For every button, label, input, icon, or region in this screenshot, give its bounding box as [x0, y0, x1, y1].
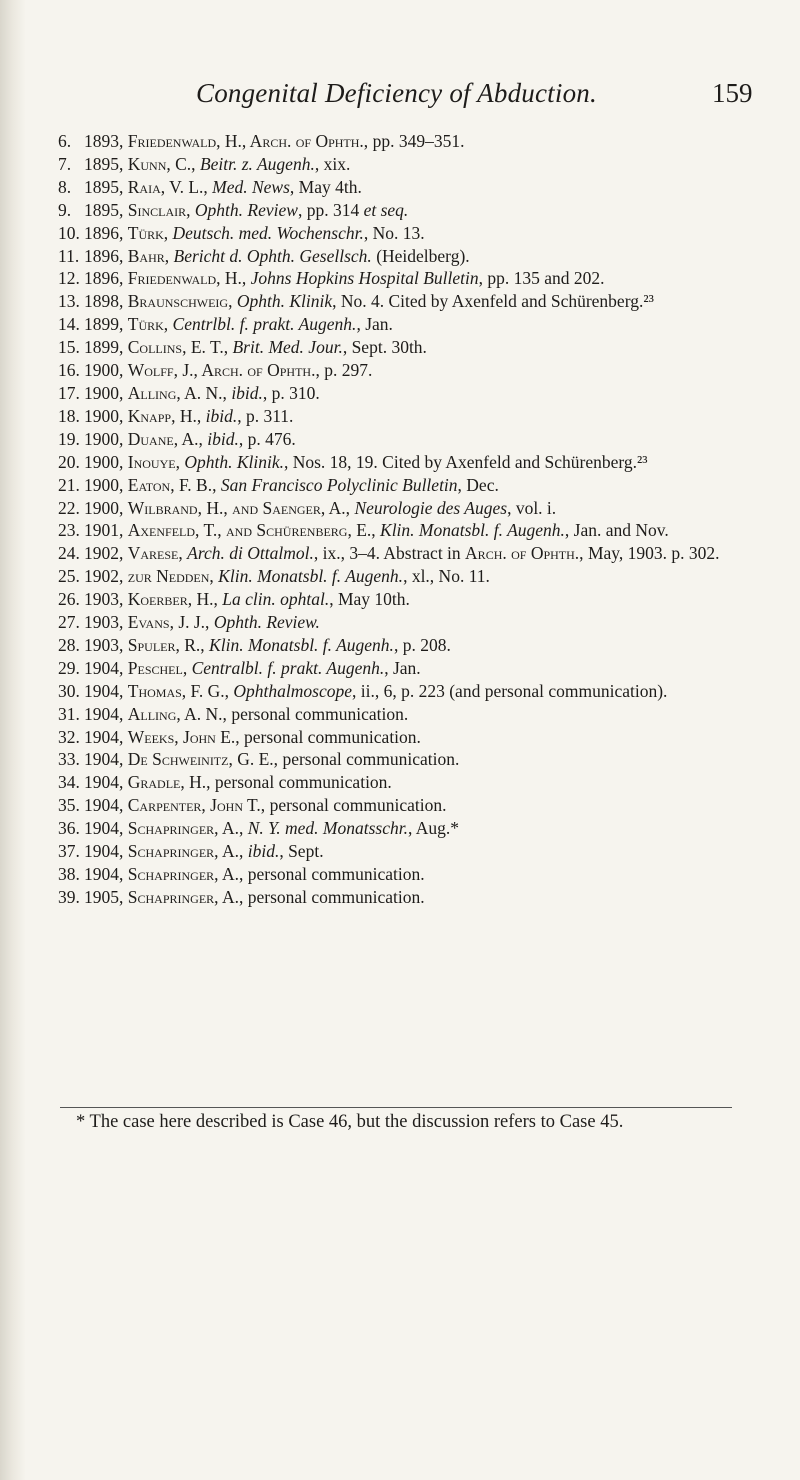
- reference-entry: [58, 611, 748, 634]
- reference-text: Alling, A. N.,: [127, 382, 227, 403]
- reference-entry: [58, 290, 748, 313]
- reference-entry: [58, 519, 748, 542]
- reference-entry: [58, 771, 748, 794]
- reference-text: , pp. 135 and 202.: [478, 268, 605, 289]
- reference-number: 15.: [58, 337, 80, 358]
- reference-entry: [58, 451, 748, 474]
- reference-number: 26.: [58, 589, 80, 610]
- reference-text: 1901,: [84, 520, 128, 541]
- reference-number: 21.: [58, 474, 80, 495]
- reference-text: Centrlbl. f. prakt. Augenh.: [172, 314, 357, 335]
- reference-text: , xl., No. 11.: [403, 566, 490, 587]
- reference-text: Gradle, H.,: [127, 772, 211, 793]
- reference-text: , p. 310.: [262, 382, 320, 403]
- reference-entry: [58, 474, 748, 497]
- reference-text: Beitr. z. Augenh.: [199, 153, 315, 174]
- reference-text: Türk,: [127, 314, 169, 335]
- reference-entry: [58, 588, 748, 611]
- reference-number: 23.: [58, 520, 80, 541]
- reference-entry: [58, 817, 748, 840]
- reference-text: , ix., 3–4. Abstract in: [313, 543, 466, 564]
- reference-text: Klin. Monatsbl. f. Augenh.: [218, 566, 404, 587]
- reference-text: 1904,: [84, 772, 128, 793]
- reference-text: 1904,: [84, 864, 128, 884]
- reference-number: 19.: [58, 428, 80, 449]
- reference-text: , pp. 314: [297, 199, 364, 220]
- reference-text: personal communication.: [243, 886, 425, 907]
- reference-text: zur Nedden,: [127, 566, 214, 587]
- reference-text: Thomas, F. G.,: [127, 680, 230, 701]
- reference-number: 34.: [58, 772, 80, 793]
- reference-text: Schapringer, A.,: [127, 841, 244, 862]
- reference-entry: [58, 680, 748, 703]
- reference-text: Schapringer, A.,: [127, 886, 244, 907]
- reference-text: Schapringer, A.,: [127, 818, 244, 839]
- reference-text: Collins, E. T.,: [127, 337, 229, 358]
- reference-text: personal communication.: [239, 726, 421, 747]
- reference-entry: [58, 176, 748, 199]
- footnote-rule: [60, 1107, 732, 1108]
- reference-entry: [58, 726, 748, 749]
- reference-text: Koerber, H.,: [127, 589, 218, 610]
- reference-text: Klin. Monatsbl. f. Augenh.: [380, 520, 565, 541]
- reference-text: 1902,: [84, 543, 128, 564]
- reference-number: 28.: [58, 634, 80, 655]
- reference-entry: [58, 336, 748, 359]
- reference-text: Wilbrand, H., and Saenger, A.,: [127, 497, 351, 518]
- reference-number: 17.: [58, 382, 80, 403]
- reference-text: 1904,: [84, 841, 128, 862]
- reference-text: , Sept.: [279, 841, 324, 862]
- reference-number: 12.: [58, 268, 80, 289]
- reference-number: 13.: [58, 291, 80, 312]
- reference-text: , No. 13.: [363, 222, 425, 243]
- reference-text: 1904,: [84, 818, 128, 839]
- reference-text: Knapp, H.,: [127, 405, 202, 426]
- reference-entry: [58, 886, 748, 909]
- reference-entry: [58, 428, 748, 451]
- reference-text: Centralbl. f. prakt. Augenh.: [191, 657, 385, 678]
- reference-text: 1904,: [84, 795, 128, 816]
- reference-text: personal communication.: [243, 864, 425, 884]
- reference-text: ibid.: [231, 382, 263, 403]
- reference-text: Evans, J. J.,: [127, 612, 210, 633]
- reference-text: , xix.: [314, 153, 351, 174]
- reference-entry: [58, 267, 748, 290]
- reference-text: 1893,: [84, 131, 128, 151]
- reference-text: 1902,: [84, 566, 128, 587]
- reference-text: , vol. i.: [507, 497, 557, 518]
- footnote: * The case here described is Case 46, but the discussion refers to Case 45.: [76, 1112, 624, 1132]
- reference-text: 1900,: [84, 405, 128, 426]
- reference-text: Carpenter, John T.,: [127, 795, 266, 816]
- reference-number: 27.: [58, 612, 80, 633]
- reference-text: N. Y. med. Monatsschr.: [247, 818, 408, 839]
- reference-number: 37.: [58, 841, 80, 862]
- reference-text: Weeks, John E.,: [127, 726, 240, 747]
- reference-entry: [58, 497, 748, 520]
- page-number: 159: [712, 78, 753, 108]
- reference-text: et seq.: [363, 199, 409, 220]
- reference-text: May, 1903. p. 302.: [583, 543, 720, 564]
- reference-text: pp. 349–351.: [368, 131, 465, 151]
- reference-entry: [58, 153, 748, 176]
- reference-number: 24.: [58, 543, 80, 564]
- reference-entry: [58, 840, 748, 863]
- reference-text: personal communication.: [278, 749, 460, 770]
- reference-text: Varese,: [127, 543, 183, 564]
- reference-text: 1903,: [84, 612, 128, 633]
- reference-text: Bericht d. Ophth. Gesellsch.: [173, 245, 372, 266]
- reference-text: (Heidelberg).: [371, 245, 470, 266]
- reference-text: Schapringer, A.,: [127, 864, 244, 884]
- reference-number: 10.: [58, 222, 80, 243]
- reference-text: 1895,: [84, 199, 128, 220]
- reference-text: 1900,: [84, 382, 128, 403]
- reference-text: 1904,: [84, 680, 128, 701]
- reference-text: Neurologie des Auges: [354, 497, 508, 518]
- reference-text: Peschel,: [127, 657, 188, 678]
- reference-number: 35.: [58, 795, 80, 816]
- reference-text: ibid.: [247, 841, 280, 862]
- reference-text: 1905,: [84, 886, 128, 907]
- reference-text: , Nos. 18, 19. Cited by Axenfeld and Schürenberg.²³: [283, 451, 648, 472]
- reference-text: Inouye,: [127, 451, 180, 472]
- reference-text: 1895,: [84, 176, 128, 197]
- reference-entry: [58, 222, 748, 245]
- reference-text: Arch. di Ottalmol.: [187, 543, 314, 564]
- reference-text: Kunn, C.,: [127, 153, 196, 174]
- reference-number: 7.: [58, 153, 72, 174]
- reference-text: Axenfeld, T., and Schürenberg, E.,: [127, 520, 376, 541]
- reference-number: 11.: [58, 245, 80, 266]
- reference-number: 9.: [58, 199, 72, 220]
- reference-text: Ophth. Klinik.: [184, 451, 284, 472]
- reference-text: 1900,: [84, 451, 128, 472]
- reference-text: , Dec.: [457, 474, 499, 495]
- reference-text: Raia, V. L.,: [127, 176, 208, 197]
- reference-text: ibid.: [207, 428, 239, 449]
- reference-text: , May 4th.: [289, 176, 362, 197]
- reference-number: 18.: [58, 405, 80, 426]
- reference-text: Ophth. Review: [194, 199, 298, 220]
- reference-entry: [58, 130, 748, 153]
- reference-text: 1896,: [84, 268, 128, 289]
- reference-number: 31.: [58, 703, 80, 724]
- reference-text: 1904,: [84, 749, 128, 770]
- reference-number: 6.: [58, 131, 72, 151]
- reference-entry: [58, 794, 748, 817]
- reference-text: 1896,: [84, 222, 128, 243]
- reference-number: 30.: [58, 680, 80, 701]
- reference-text: 1898,: [84, 291, 128, 312]
- reference-text: , p. 208.: [393, 634, 451, 655]
- reference-entry: [58, 405, 748, 428]
- reference-entry: [58, 542, 748, 565]
- reference-text: 1903,: [84, 589, 128, 610]
- reference-number: 20.: [58, 451, 80, 472]
- reference-text: Klin. Monatsbl. f. Augenh.: [209, 634, 394, 655]
- reference-text: 1904,: [84, 657, 128, 678]
- reference-text: , Jan. and Nov.: [564, 520, 669, 541]
- reference-number: 14.: [58, 314, 80, 335]
- reference-text: Friedenwald, H.,: [127, 268, 247, 289]
- reference-text: Ophthalmoscope: [233, 680, 352, 701]
- reference-text: , ii., 6, p. 223 (and personal communication).: [352, 680, 668, 701]
- reference-number: 38.: [58, 864, 80, 884]
- reference-entry: [58, 748, 748, 771]
- running-title: Congenital Deficiency of Abduction.: [196, 78, 597, 108]
- reference-text: , p. 476.: [238, 428, 296, 449]
- reference-number: 25.: [58, 566, 80, 587]
- reference-text: , Sept. 30th.: [342, 337, 427, 358]
- reference-text: , Jan.: [384, 657, 421, 678]
- reference-text: 1899,: [84, 337, 128, 358]
- reference-text: personal communication.: [210, 772, 392, 793]
- reference-text: Braunschweig,: [127, 291, 233, 312]
- reference-entry: [58, 313, 748, 336]
- reference-text: 1900,: [84, 497, 128, 518]
- reference-text: Alling, A. N.,: [127, 703, 227, 724]
- reference-text: Johns Hopkins Hospital Bulletin: [250, 268, 479, 289]
- reference-number: 32.: [58, 726, 80, 747]
- reference-text: De Schweinitz, G. E.,: [127, 749, 279, 770]
- reference-text: 1895,: [84, 153, 128, 174]
- reference-text: Brit. Med. Jour.: [232, 337, 343, 358]
- reference-text: , p. 311.: [237, 405, 294, 426]
- reference-text: Med. News: [212, 176, 290, 197]
- reference-number: 16.: [58, 360, 80, 381]
- reference-text: Friedenwald, H., Arch. of Ophth.,: [127, 131, 369, 151]
- reference-text: ibid.: [205, 405, 238, 426]
- reference-text: 1899,: [84, 314, 128, 335]
- reference-text: 1904,: [84, 703, 128, 724]
- reference-text: p. 297.: [319, 360, 373, 381]
- reference-number: 36.: [58, 818, 80, 839]
- reference-entry: [58, 863, 748, 886]
- reference-text: Deutsch. med. Wochenschr.: [172, 222, 364, 243]
- reference-entry: [58, 565, 748, 588]
- reference-text: personal communication.: [265, 795, 447, 816]
- reference-entry: [58, 657, 748, 680]
- reference-text: Spuler, R.,: [127, 634, 205, 655]
- reference-text: Arch. of Ophth.,: [465, 543, 584, 564]
- reference-text: Türk,: [127, 222, 169, 243]
- reference-number: 8.: [58, 176, 72, 197]
- reference-text: 1904,: [84, 726, 128, 747]
- reference-text: , Aug.*: [408, 818, 460, 839]
- reference-text: San Francisco Polyclinic Bulletin: [220, 474, 458, 495]
- reference-text: 1900,: [84, 360, 128, 381]
- reference-text: personal communication.: [226, 703, 409, 724]
- reference-number: 39.: [58, 886, 80, 907]
- reference-text: 1900,: [84, 428, 128, 449]
- reference-number: 33.: [58, 749, 80, 770]
- reference-text: Ophth. Review.: [213, 612, 320, 633]
- reference-entry: [58, 199, 748, 222]
- reference-text: , Jan.: [356, 314, 393, 335]
- reference-entry: [58, 245, 748, 268]
- reference-text: Duane, A.,: [127, 428, 203, 449]
- reference-text: Ophth. Klinik: [236, 291, 333, 312]
- reference-entry: [58, 634, 748, 657]
- reference-text: , No. 4. Cited by Axenfeld and Schürenberg.²³: [332, 291, 654, 312]
- page-header: [0, 78, 800, 118]
- reference-text: 1900,: [84, 474, 128, 495]
- reference-text: , May 10th.: [329, 589, 410, 610]
- reference-text: Bahr,: [127, 245, 170, 266]
- reference-text: 1896,: [84, 245, 128, 266]
- reference-entry: [58, 382, 748, 405]
- reference-text: Sinclair,: [127, 199, 191, 220]
- reference-number: 22.: [58, 497, 80, 518]
- reference-text: Wolff, J., Arch. of Ophth.,: [127, 360, 320, 381]
- reference-entry: [58, 703, 748, 726]
- reference-text: La clin. ophtal.: [222, 589, 330, 610]
- binding-gutter: [0, 0, 26, 1480]
- reference-list: [58, 130, 748, 909]
- reference-number: 29.: [58, 657, 80, 678]
- reference-text: Eaton, F. B.,: [127, 474, 217, 495]
- reference-entry: [58, 359, 748, 382]
- reference-text: 1903,: [84, 634, 128, 655]
